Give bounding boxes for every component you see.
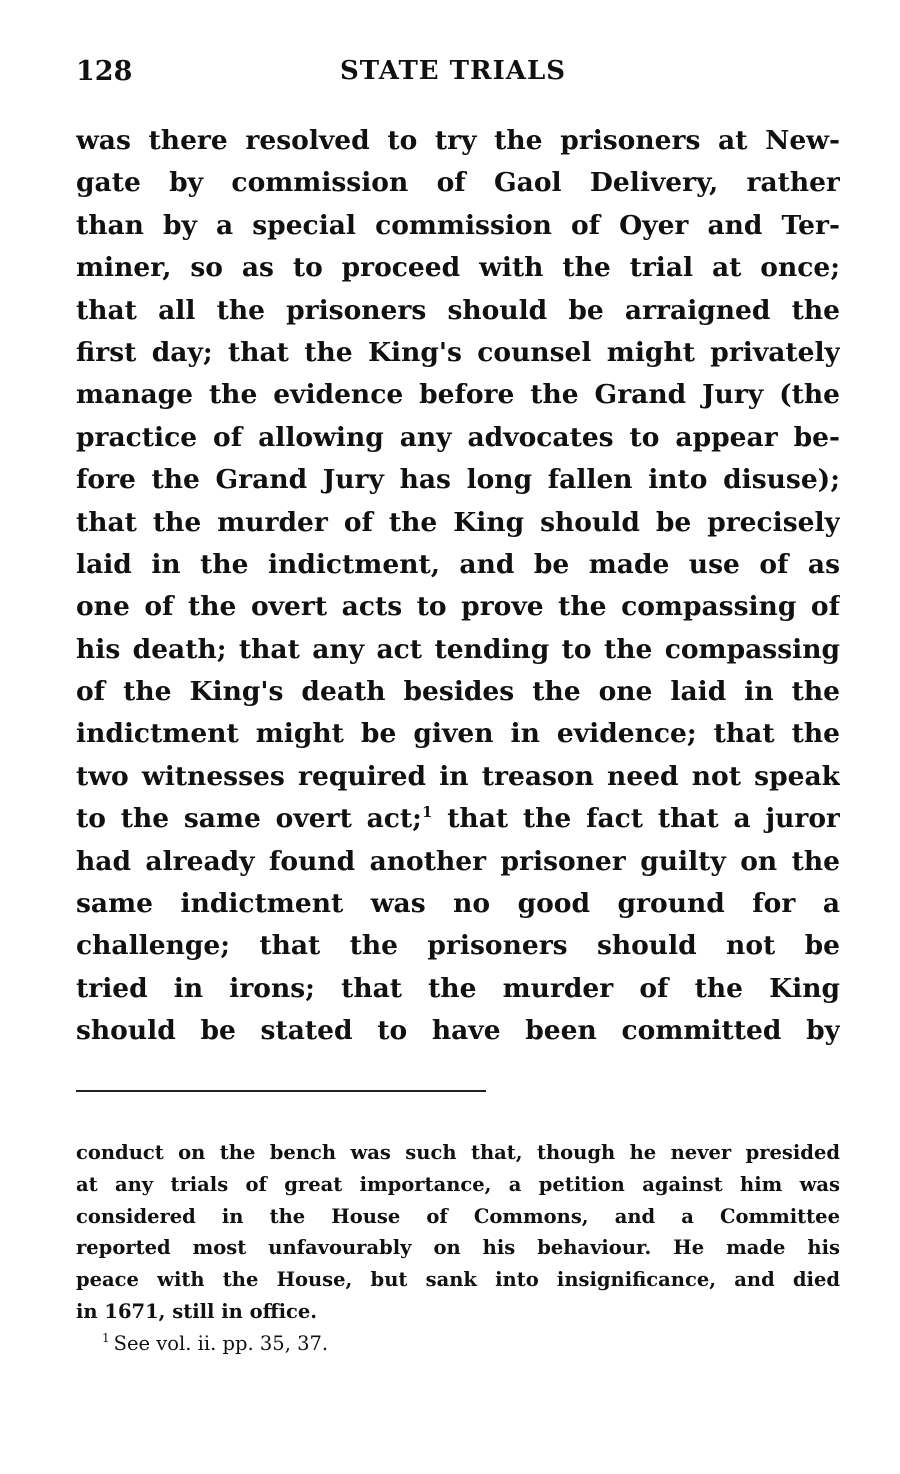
running-title: STATE TRIALS: [340, 56, 567, 86]
footnote-1: [76, 1328, 840, 1360]
body-line: one of the overt acts to prove the compassing of: [76, 591, 840, 623]
main-text: [76, 120, 840, 1053]
footnote-marker: 1: [102, 1330, 110, 1345]
body-line: his death; that any act tending to the compassing: [76, 633, 840, 665]
body-line: first day; that the King's counsel might privately: [76, 336, 840, 368]
footnotes: [76, 1137, 840, 1360]
footnote-line: conduct on the bench was such that, though he never presided: [76, 1141, 840, 1164]
body-line: practice of allowing any advocates to appear be-: [76, 421, 840, 453]
body-line: was there resolved to try the prisoners at New-: [76, 125, 840, 156]
body-line: tried in irons; that the murder of the King: [76, 972, 840, 1004]
running-head: [76, 56, 840, 96]
footnote-ref-marker: 1: [421, 803, 433, 822]
body-line: had already found another prisoner guilty on the: [76, 845, 840, 877]
footnote-line: peace with the House, but sank into insignificance, and died: [76, 1268, 840, 1292]
body-line-part: that the fact that a juror: [432, 803, 840, 835]
body-line-part: to the same overt act;: [76, 803, 422, 835]
body-line: that the murder of the King should be precisely: [76, 506, 840, 538]
body-line: same indictment was no good ground for a: [76, 888, 840, 920]
body-line: gate by commission of Gaol Delivery, rather: [76, 167, 840, 199]
body-line: of the King's death besides the one laid in the: [76, 676, 840, 708]
footnote-line: at any trials of great importance, a petition against him was: [76, 1172, 840, 1196]
footnote-text: See vol. ii. pp. 35, 37.: [113, 1331, 329, 1355]
page-number: 128: [76, 56, 133, 87]
body-line: than by a special commission of Oyer and Ter-: [76, 209, 840, 241]
footnote-line: considered in the House of Commons, and a Committee: [76, 1204, 840, 1228]
body-line: laid in the indictment, and be made use of as: [76, 548, 840, 580]
body-line: miner, so as to proceed with the trial at once;: [76, 252, 840, 284]
body-line: indictment might be given in evidence; that the: [76, 718, 840, 750]
body-line: challenge; that the prisoners should not be: [76, 930, 840, 962]
body-line: fore the Grand Jury has long fallen into disuse);: [76, 464, 840, 496]
body-line: should be stated to have been committed by: [76, 1015, 840, 1047]
footnote-line: in 1671, still in office.: [76, 1299, 318, 1323]
body-line-with-footnote-ref: [76, 798, 840, 840]
body-line: that all the prisoners should be arraigned the: [76, 294, 840, 326]
footnote-line: reported most unfavourably on his behaviour. He made his: [76, 1236, 840, 1260]
footnote-divider: [76, 1090, 486, 1092]
body-line: two witnesses required in treason need not speak: [76, 760, 840, 792]
body-line: manage the evidence before the Grand Jury (the: [76, 379, 840, 411]
